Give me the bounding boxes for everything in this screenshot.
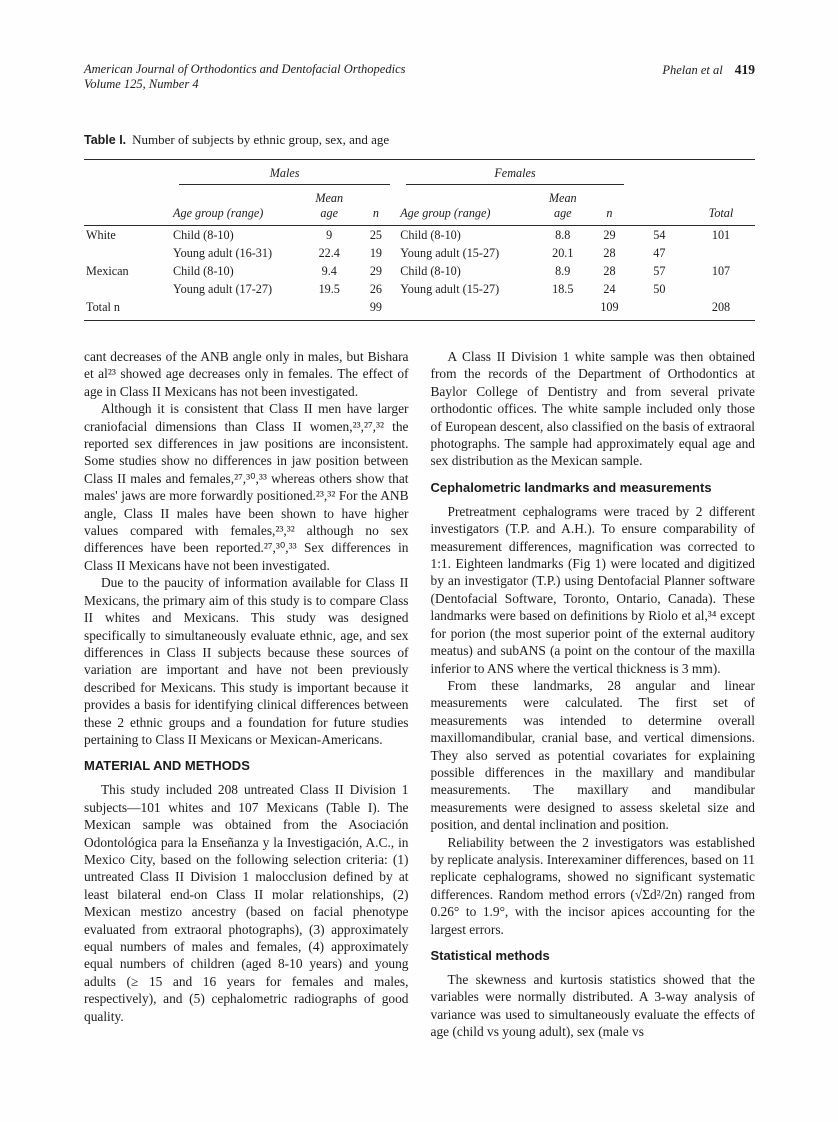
row-label: Mexican — [86, 264, 129, 278]
journal-info — [84, 62, 406, 92]
males-mean-age: 19.5 — [318, 282, 340, 296]
table-group-header-row — [84, 160, 755, 187]
empty-cell — [632, 186, 687, 226]
row-label — [84, 280, 171, 298]
paragraph: Due to the paucity of information available for Class II Mexicans, the primary aim of this study is to compare Class II whites and Mexicans. This study was designed specifically to simultaneously evaluate ethnic, age, and sex differences in Class II subjects because these sources of variation are important and have not been previously described for Mexicans. This study is important because it provides a basis for identifying clinical differences between these 2 ethnic groups and a foundation for future studies pertaining to Class II Mexicans or Mexican-Americans. — [84, 575, 409, 747]
empty-cell — [84, 186, 171, 226]
section-heading-statistical-methods: Statistical methods — [430, 948, 550, 963]
running-head — [84, 62, 755, 92]
males-n: 26 — [369, 282, 383, 296]
females-mean-age — [538, 298, 587, 321]
row-label: Total n — [86, 300, 121, 314]
males-n: 25 — [369, 228, 383, 242]
paragraph: From these landmarks, 28 angular and linear measurements were calculated. The first set of measurements was intended to determine overall maxillomandibular, cranial base, and vertical dimensions. They also served as potential covariates for explaining possible differences in the maxillary and mandibular measurements. The maxillary and mandibular measurements were designed to assess skeletal size and position, and dental inclination and position. — [430, 677, 755, 833]
females-age-group: Child (8-10) — [400, 264, 461, 278]
right-column — [431, 348, 756, 1041]
paragraph: Although it is consistent that Class II men have larger craniofacial dimensions than Class II women,²³,²⁷,³² the reported sex differences in jaw positions are inconsistent. Some studies show no differences in jaw position between Class II males and females,²⁷,³⁰,³³ whereas others show that males' jaws are more forwardly positioned.²³,³² For the ANB angle, Class II males have been shown to have higher values compared with females,²³,³² although no sex differences have been reported.²⁷,³⁰,³³ Sex differences in Class II Mexicans have not been investigated. — [84, 401, 409, 573]
empty-cell — [687, 160, 755, 187]
article-body — [84, 348, 755, 1041]
paragraph: This study included 208 untreated Class II Division 1 subjects—101 whites and 107 Mexicans (Table I). The Mexican sample was obtained from the Asociación Odontológica para la Enseñanza y la Investigación, A.C., in Mexico City, based on the following selection criteria: (1) untreated Class II Division 1 malocclusion defined by at least bilateral end-on Class II molar relationships, (2) Mexican mestizo ancestry (based on facial phenotype evaluated from extraoral photographs), (3) approximately equal numbers of males and females, (4) approximately equal numbers of children (aged 8-10 years) and young adults (≥ 15 and 16 years for females and males, respectively), and (5) cephalometric radiographs of good quality. — [84, 782, 409, 1024]
row-label: White — [86, 228, 116, 242]
males-mean-age: 9 — [326, 228, 333, 242]
paragraph: A Class II Division 1 white sample was then obtained from the records of the Department of Orthodontics at Baylor College of Dentistry and from several private orthodontic offices. The white sample included only those of European descent, also classified on the basis of extraoral photographs. The sample had approximately equal age and sex distribution as the Mexican sample. — [430, 349, 755, 469]
males-mean-age-header: Mean age — [305, 186, 354, 226]
empty-cell — [632, 160, 687, 187]
females-age-group — [398, 298, 538, 321]
males-mean-age: 9.4 — [321, 264, 337, 278]
females-mean-age: 8.8 — [555, 228, 571, 242]
males-group-header — [171, 160, 398, 187]
females-age-group: Young adult (15-27) — [400, 246, 500, 260]
paragraph: The skewness and kurtosis statistics showed that the variables were normally distributed. A 3-way analysis of variance was used to simultaneously evaluate the effects of age (child vs young adult), sex (male vs — [430, 972, 755, 1040]
subtotal: 50 — [653, 282, 666, 296]
females-mean-age: 8.9 — [555, 264, 571, 278]
males-group-label: Males — [179, 166, 390, 185]
females-n: 29 — [603, 228, 616, 242]
section-heading-cephalometric-landmarks: Cephalometric landmarks and measurements — [430, 479, 712, 495]
table-row — [84, 298, 755, 321]
row-label — [84, 244, 171, 262]
left-column — [84, 348, 409, 1041]
males-age-group — [171, 298, 305, 321]
paragraph: Pretreatment cephalograms were traced by 2 different investigators (T.P. and A.H.). To ensure comparability of measurement differences, magnification was corrected to 1:1. Eighteen landmarks (Fig 1) were located and digitized by an investigator (T.P.) using Dentofacial Planner software (Dentofacial Software, Toronto, Ontario, Canada). These landmarks were based on definitions by Riolo et al,³⁴ except for porion (the most superior point of the external auditory meatus) and subANS (a point on the contour of the maxilla inferior to ANS where the vertical thickness is 3 mm). — [430, 503, 755, 676]
subtotal: 57 — [653, 264, 666, 278]
males-age-group: Young adult (16-31) — [173, 246, 273, 260]
males-mean-age — [305, 298, 354, 321]
males-age-group: Child (8-10) — [173, 264, 234, 278]
males-n-header: n — [354, 186, 399, 226]
total: 101 — [711, 228, 731, 242]
journal-issue: Volume 125, Number 4 — [84, 77, 199, 91]
males-n: 99 — [369, 300, 383, 314]
subtotal: 54 — [653, 228, 666, 242]
females-n: 24 — [603, 282, 616, 296]
table-column-header-row — [84, 186, 755, 226]
subtotal — [632, 298, 687, 321]
total: 208 — [711, 300, 731, 314]
females-age-group: Young adult (15-27) — [400, 282, 500, 296]
journal-title: American Journal of Orthodontics and Dentofacial Orthopedics — [84, 62, 406, 76]
table-label: Table I. — [84, 133, 127, 147]
females-mean-age: 20.1 — [552, 246, 574, 260]
females-n: 28 — [603, 246, 616, 260]
table-row — [84, 262, 755, 280]
subtotal: 47 — [653, 246, 666, 260]
page-number: 419 — [734, 62, 755, 77]
females-group-label: Females — [406, 166, 624, 185]
males-age-group-header: Age group (range) — [171, 186, 305, 226]
females-age-group-header: Age group (range) — [398, 186, 538, 226]
article-info — [662, 62, 755, 78]
table-caption — [84, 132, 755, 148]
females-mean-age-header: Mean age — [538, 186, 587, 226]
paragraph: cant decreases of the ANB angle only in males, but Bishara et al²³ showed age decreases only in females. The effect of age in Class II Mexicans has not been investigated. — [84, 349, 409, 399]
females-n: 109 — [600, 300, 619, 314]
males-n: 19 — [369, 246, 383, 260]
section-heading-material-and-methods: MATERIAL AND METHODS — [84, 758, 250, 774]
total — [687, 280, 755, 298]
females-group-header — [398, 160, 632, 187]
total — [687, 244, 755, 262]
females-n: 28 — [603, 264, 616, 278]
total: 107 — [711, 264, 731, 278]
subjects-table — [84, 159, 755, 321]
table-caption-text: Number of subjects by ethnic group, sex, and age — [132, 132, 390, 147]
total-header: Total — [687, 186, 755, 226]
article-authors: Phelan et al — [662, 63, 723, 77]
males-n: 29 — [369, 264, 383, 278]
males-mean-age: 22.4 — [318, 246, 340, 260]
table-row — [84, 226, 755, 245]
females-n-header: n — [587, 186, 632, 226]
males-age-group: Young adult (17-27) — [173, 282, 273, 296]
females-mean-age: 18.5 — [552, 282, 574, 296]
table-row — [84, 244, 755, 262]
empty-cell — [84, 160, 171, 187]
males-age-group: Child (8-10) — [173, 228, 234, 242]
females-age-group: Child (8-10) — [400, 228, 461, 242]
paragraph: Reliability between the 2 investigators was established by replicate analysis. Interexaminer differences, based on 11 replicate cephalograms, showed no significant systematic differences. Random method errors (√Σd²/2n) ranged from 0.26° to 1.9°, with the incisor apices accounting for the largest errors. — [430, 834, 755, 937]
table-row — [84, 280, 755, 298]
